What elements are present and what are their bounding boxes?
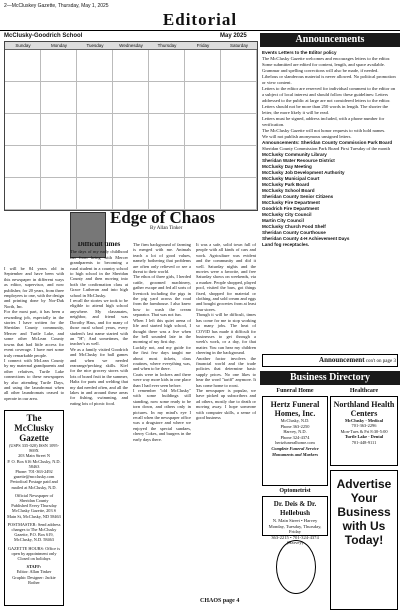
announcement-heading: Announcements: Sheridan County Commission Park Board	[262, 140, 393, 145]
calendar-cell	[185, 82, 221, 114]
calendar-cell	[185, 146, 221, 178]
calendar-cell	[185, 178, 221, 210]
calendar-day-header: Tuesday	[77, 42, 113, 50]
column-paragraph: Luckily not, and my guide for the first few days taught me about most tickets, class routines, where everything was, and when to be there.	[133, 344, 191, 372]
announcement-heading: McClusky Park Board	[262, 182, 310, 187]
column-paragraph: I remember "old McClusky" with some buildings still standing, now some ready to be torn down, and others only in pictures. In my mind's eye I recall when the newspaper office was a drugstore and where we enjoyed the special sundaes, cherry Cokes, and burgers in the early days there.	[133, 387, 191, 442]
announcement-heading: Sheridan Water Resource District	[262, 158, 335, 163]
column-paragraph: I will be 84 years old in September and have been with this newspaper in different ways as editor, supervisor, and now publisher, for 20 years, from three employees to one, with the design and printing done by Nor-Dak North, Inc.	[4, 266, 64, 309]
announcement-heading: McClusky Day Meeting	[262, 164, 312, 169]
calendar-cell	[113, 50, 149, 82]
funeral-home-label: Funeral Home	[276, 388, 314, 394]
gazette-usps: (USPS 335-020) ISSN 1095-869X	[8, 443, 60, 454]
announcement-text: Letters must be signed, address included, with a phone number for verification.	[262, 116, 385, 127]
announcement-text: We will not publish anonymous unsigned letters.	[262, 134, 352, 139]
healthcare-office: Turtle Lake - Dental	[344, 434, 384, 440]
funeral-home-name: Hertz Funeral Homes, Inc.	[270, 400, 320, 418]
column-subhead: Difficult times	[77, 242, 121, 248]
column-text-2	[70, 242, 128, 570]
calendar-cell	[113, 146, 149, 178]
announcement-text: The McClusky Gazette will not honor requests to with hold names.	[262, 128, 386, 133]
announcement-heading: McClusky Church Food Shelf	[262, 224, 326, 229]
column-paragraph: We as a family visited Goodrich and McClusky for ball games and when we needed rearrange/pecking skills. Kief for the nice grocery stores with lots of board fruit in the summer, Haltz for parts and welding that my dad needed often, and all the lakes in and around these areas for fishing, swimming, and eating lots of picnic food.	[70, 346, 128, 406]
column-paragraph: The newspaper is popular, we have picked up subscribers and ad others, mostly due to death or moving away. I hope someone with computer skills, a sense of good business	[196, 387, 256, 420]
healthcare-hours: Mon-Tues & Fri 8:30-5:00	[340, 428, 388, 434]
calendar-cell	[113, 114, 149, 146]
calendar-day-header: Saturday	[221, 42, 257, 50]
calendar-cell	[5, 82, 41, 114]
gazette-periodical: Periodical Postage paid and mailed at McClusky, N.D.	[10, 479, 58, 490]
calendar-cell	[221, 146, 257, 178]
column-text-3	[133, 242, 191, 570]
announcement-heading: McClusky School Board	[262, 188, 315, 193]
calendar-cell	[185, 50, 221, 82]
announcement-heading: Events Letters to the Editor policy	[262, 50, 337, 55]
announcement-heading: Land fog receptacles.	[262, 242, 310, 247]
column-text-1	[4, 266, 64, 406]
column-paragraph: For the most part, it has been a rewarding job, especially in the stories I have written for the Sheridan County community, Mercer and Turtle Lake, and some other McLean County towns that had little access for event coverage. I have met some truly remarkable people.	[4, 309, 64, 358]
funeral-home-tagline: Complete Funeral Service Monuments and Markers	[271, 445, 319, 457]
gazette-email: gazette@mcclusky.com	[13, 474, 55, 480]
gazette-address: P. O. Box 616 McClusky, N.D. 58463	[7, 458, 61, 469]
column-paragraph: Though it will be difficult, times has come for me to stop working so many jobs. The heat of COVID has made it difficult for businesses to get through a week's work, or a day, for that matter. You can hear my children cheering in the background.	[196, 312, 256, 356]
column-paragraph: Another factor involves the financial world and the trade policies that determine basic supply prices. No one likes to hear the word "tariff" anymore. It has come home to roost.	[196, 355, 256, 388]
gazette-address: 203 Main Street N	[18, 453, 50, 459]
calendar-day-header: Wednesday	[113, 42, 149, 50]
optometrist-label: Optometrist	[279, 488, 311, 494]
gazette-published: Published Every Thursday	[11, 503, 57, 509]
calendar-cell	[149, 114, 185, 146]
column-title: Edge of Chaos	[110, 208, 215, 227]
announcement-heading: Goodrich Fire Department	[262, 206, 319, 211]
calendar-cell	[5, 114, 41, 146]
column-paragraph: The days of my early childhood ran from being with Mercer grandparents to becoming a rural student in a country school to high school in the Sheridan County and then moving into both the confirmation class at Grace Lutheran and into high school in McClusky.	[70, 249, 128, 298]
gazette-office: McClusky Gazette, 203 S Main St, McClusky, ND 58463	[7, 508, 61, 519]
announcement-text: Letters to the editor are reserved for individual comment to the editor on a subject of local interest and should follow these guidelines: Letters addressed to the public at large are not considered letters to the editor.	[262, 86, 396, 103]
calendar-cell	[77, 178, 113, 210]
calendar-cell	[149, 82, 185, 114]
calendar-cell	[41, 178, 77, 210]
calendar-cell	[149, 50, 185, 82]
column-paragraph: I recall the stories we took to be eligible to attend high school anywhere. My classmates, neighbor, and friend was Dorothy Hass, and for many of those rural school years, every student's last name started with an "H"; And sometimes, the teacher's as well.	[70, 298, 128, 347]
announcement-heading: McClusky Fire Department	[262, 200, 320, 205]
advertise-ad	[330, 470, 398, 610]
calendar-day-header: Sunday	[5, 42, 41, 50]
column-paragraph: Coats were in lockers and there were way more kids in one place than I had ever seen before.	[133, 371, 191, 388]
calendar-cell	[77, 50, 113, 82]
funeral-home-city: McClusky, N.D.	[280, 418, 310, 423]
healthcare-phone: 701-363-2296	[351, 423, 377, 429]
announcements-body	[262, 50, 398, 353]
calendar-cell	[185, 114, 221, 146]
announcement-text: Letters should not be more than 250 words in length. The shorter the letter, the more likely it will be read.	[262, 104, 389, 115]
gazette-postmaster: POSTMASTER: Send address changes to The McClusky Gazette, P.O. Box 619, McClusky, N.D. 58463	[7, 521, 61, 543]
gazette-staff: STAFF:	[26, 564, 42, 570]
business-directory-header: Business Directory	[260, 371, 400, 385]
column-paragraph: The ethos of three girls, I herded cattle, groomed machinery, gather escape and fed all sorts of livestock including the pigs in the pig yard across the road from the farmhouse. I also knew how to wash the cream separator. That was not fun.	[133, 274, 191, 318]
calendar-cell	[221, 82, 257, 114]
healthcare-phone: 701-448-9111	[351, 439, 377, 445]
column-paragraph: I connect with McLean County by my maternal grandparents and other relatives, Turtle Lake connections to these newspapers by also attending Turtle Days, and using the laundromat when all other laundromats ceased to operate in our area.	[4, 357, 64, 401]
section-heading: Editorial	[0, 10, 400, 31]
funeral-home-phone: Phone 324-4374	[280, 434, 310, 440]
announcement-heading: McClusky Community Library	[262, 152, 327, 157]
column-byline: By Allan Tinker	[150, 226, 183, 231]
announcement-continued-note: con't on page 3	[365, 359, 396, 364]
column-paragraph: When I left this quiet arena of life and started high school, I thought there was a five when the bell sounded late in the morning of my first day.	[133, 317, 191, 345]
calendar-cell	[5, 50, 41, 82]
healthcare-name: Northland Health Centers	[333, 400, 395, 418]
calendar-cell	[41, 146, 77, 178]
calendar-day-header: Thursday	[149, 42, 185, 50]
gazette-designer: Graphic Designer: Jackie Rother	[12, 574, 56, 585]
funeral-home-city: Harvey, N.D.	[283, 429, 307, 435]
calendar-cell	[5, 178, 41, 210]
gazette-closed: Closed on holidays	[17, 556, 51, 562]
column-text-4	[196, 242, 256, 570]
announcement-text: Some submitted are edited for content, length, and space available. Grammar and spelling corrections will also be made, if needed.	[262, 62, 385, 73]
calendar-cell	[221, 114, 257, 146]
funeral-home-ad	[262, 396, 328, 486]
calendar-day-header: Monday	[41, 42, 77, 50]
calendar-cell	[221, 178, 257, 210]
calendar-cell	[113, 82, 149, 114]
announcement-heading: McClusky Job Development Authority	[262, 170, 345, 175]
calendar-cell	[41, 82, 77, 114]
calendar-cell	[41, 114, 77, 146]
optometrist-address: N. Main Street • Harvey	[272, 518, 318, 523]
healthcare-office: McClusky - Medical	[344, 418, 384, 423]
calendar-cell	[113, 178, 149, 210]
calendar-cell	[149, 178, 185, 210]
healthcare-ad	[330, 396, 398, 466]
calendar-cell	[41, 50, 77, 82]
announcement-text: The McClusky Gazette welcomes and encourages letters to the editor.	[262, 56, 391, 61]
calendar-cell	[221, 50, 257, 82]
calendar-grid	[4, 41, 258, 211]
emblem-logo	[276, 540, 316, 594]
funeral-home-phone: Phone 363-2250	[280, 423, 310, 429]
announcement-continued-title: Announcement	[319, 356, 365, 364]
announcement-heading: McClusky City Council	[262, 212, 312, 217]
announcement-continued	[262, 354, 398, 367]
calendar-cell	[77, 146, 113, 178]
calendar-month: May 2025	[220, 33, 247, 39]
funeral-home-web: hertzfuneralhome.com	[275, 440, 315, 446]
announcement-heading: Martin City Council	[262, 218, 304, 223]
calendar-school-name: McClusky-Goodrich School	[4, 33, 83, 39]
calendar-cell	[5, 146, 41, 178]
column-continued: CHAOS page 4	[200, 598, 240, 604]
gazette-name: The McClusky Gazette	[14, 413, 54, 443]
gazette-phone: Phone: 701-363-2492	[15, 469, 53, 475]
calendar-cell	[77, 114, 113, 146]
optometrist-ad	[262, 496, 328, 546]
announcement-heading: Sheridan County Courthouse	[262, 230, 326, 235]
healthcare-label: Healthcare	[349, 388, 379, 394]
column-paragraph: The firm background of farming is merged with me. Animals teach a lot of good values, namely bothering that problems are often only relieved or see a threat to their world.	[133, 242, 191, 275]
gazette-hours: GAZETTE HOURS: Office is open by appointment only	[7, 545, 61, 556]
announcement-heading: Sheridan County 4-H Achievement Days	[262, 236, 350, 241]
gazette-editor: Editor: Allan Tinker	[16, 569, 52, 575]
announcement-heading: McClusky Municipal Court	[262, 176, 320, 181]
optometrist-name: Dr. Deis & Dr. Hellebush	[273, 500, 317, 517]
announcement-text: Sheridan County Commission Park Board First Tuesday of the month	[262, 146, 390, 151]
announcements-header: Announcements	[260, 33, 400, 47]
gazette-masthead-box	[4, 410, 64, 606]
announcement-text: Libelous or slanderous material is never allowed. No political promotion or view content.	[262, 74, 396, 85]
optometrist-phone: 363-2215 • 701-324-4374 (Harvey)	[271, 534, 319, 546]
calendar-cell	[149, 146, 185, 178]
calendar-cell	[77, 82, 113, 114]
announcement-heading: Sheridan County Senior Citizens	[262, 194, 334, 199]
gazette-official: Official Newspaper of Sheridan County	[14, 492, 54, 504]
advertise-text: Advertise Your Business with Us Today!	[336, 477, 392, 547]
optometrist-hours: Monday, Tuesday, Thursday, Friday	[268, 523, 322, 535]
page-topline: 2—McCluskey Gazette, Thursday, May 1, 2025	[4, 3, 109, 9]
calendar-day-header: Friday	[185, 42, 221, 50]
column-paragraph: It was a safe, solid town full of people with all kinds of cars and work. Agriculture was evident and the community and did it well. Saturday nights and the movies were a favorite, and free Saturday shows on weekends, via a marker. People shopped, played pool, visited the bars, got things fixed, shopped for material or clothing, and sold cream and eggs and bought groceries from at least four stores.	[196, 242, 256, 312]
